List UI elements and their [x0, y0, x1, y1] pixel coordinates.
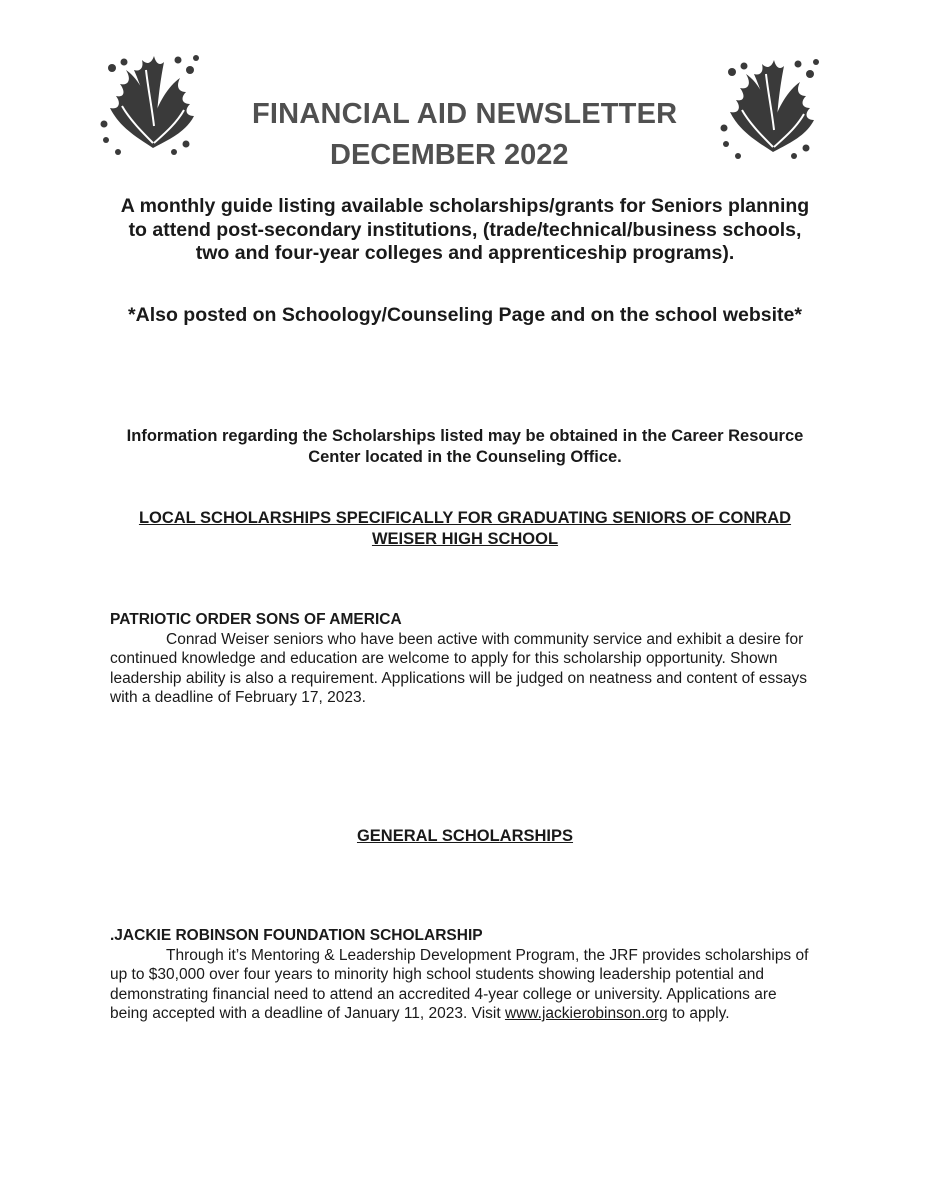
- info-note: Information regarding the Scholarships listed may be obtained in the Career Resource Center located in the Counseling Office.: [126, 427, 804, 466]
- newsletter-date: DECEMBER 2022: [330, 139, 569, 171]
- jackie-robinson-link[interactable]: www.jackierobinson.org: [504, 1005, 668, 1022]
- scholarship-title: .JACKIE ROBINSON FOUNDATION SCHOLARSHIP: [110, 927, 483, 944]
- holly-icon: [98, 48, 208, 158]
- scholarship-description: Conrad Weiser seniors who have been active with community service and exhibit a desire for continued knowledge and education are welcome to apply for this scholarship opportunity. Shown leadership ability is also a requirement. Applications will be judged on neatness and content of essays with a deadline of February 17, 2023.: [110, 630, 808, 706]
- scholarship-description: [110, 946, 810, 1024]
- intro-paragraph: A monthly guide listing available scholarships/grants for Seniors planning to attend post-secondary institutions, (trade/technical/business schools, two and four-year colleges and apprenticeship programs).: [120, 195, 810, 264]
- newsletter-title: FINANCIAL AID NEWSLETTER: [252, 98, 678, 130]
- scholarship-title: PATRIOTIC ORDER SONS OF AMERICA: [110, 611, 402, 628]
- scholarship-description-text: Through it’s Mentoring & Leadership Development Program, the JRF provides scholarships of up to $30,000 over four years to minority high school students showing leadership potential and demonstrating financial need to attend an accredited 4-year college or university. Applications are being accepted with a deadline of January 11, 2023. Visit: [110, 946, 809, 1022]
- general-scholarships-heading: GENERAL SCHOLARSHIPS: [356, 827, 574, 845]
- scholarship-description-end: to apply.: [667, 1005, 730, 1022]
- scholarship-entry: [110, 610, 810, 708]
- posted-note: *Also posted on Schoology/Counseling Page and on the school website*: [128, 304, 802, 326]
- scholarship-entry: [110, 926, 810, 1024]
- local-scholarships-heading: LOCAL SCHOLARSHIPS SPECIFICALLY FOR GRADUATING SENIORS OF CONRAD WEISER HIGH SCHOOL: [138, 509, 792, 548]
- holly-icon: [718, 52, 828, 162]
